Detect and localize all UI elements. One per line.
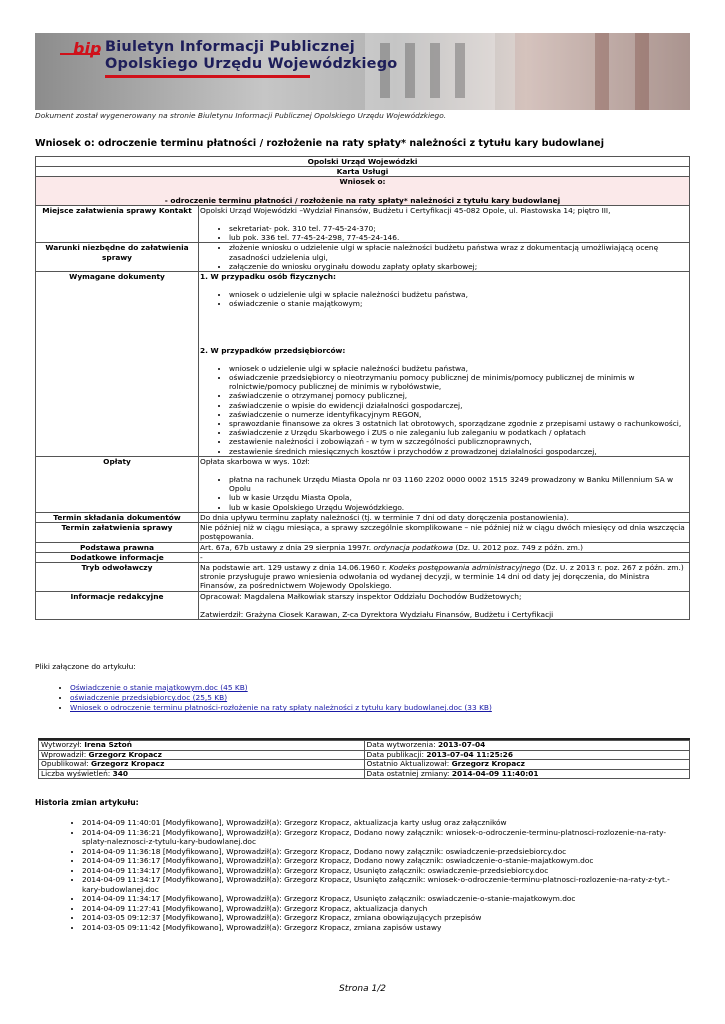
- additional-label: Dodatkowe informacje: [36, 552, 199, 562]
- appeal-text-rest: (Dz. U. z 2013 r. poz. 267 z późn. zm.) stronie przysługuje prawo wniesienia odwołania od wydanej decyzji, w terminie 14 dni od daty jej doręczenia, do Ministra Finansów, za pośrednictwem Wojewody Opolskiego.: [200, 562, 684, 591]
- deadline-handle-value: Nie później niż w ciągu miesiąca, a sprawy szczególnie skomplikowane – nie później niż w ciągu dwóch miesięcy od dnia wszczęcia postępowania.: [199, 523, 690, 542]
- bip-logo: bip: [73, 39, 102, 58]
- legal-basis-value: [199, 542, 690, 552]
- history-list: [82, 818, 687, 932]
- banner-title-line2: Opolskiego Urzędu Wojewódzkiego: [105, 56, 398, 72]
- banner-title-line1: Biuletyn Informacji Publicznej: [105, 39, 355, 55]
- history-item: • 2014-04-09 11:27:41 [Modyfikowano], Wprowadził(a): Grzegorz Kropacz, aktualizacja danych: [82, 904, 687, 914]
- list-item: • oświadczenie o stanie majątkowym;: [229, 299, 688, 308]
- meta-label: Wprowadził:: [41, 749, 89, 759]
- list-item: • lub pok. 336 tel. 77-45-24-298, 77-45-24-146.: [229, 233, 688, 242]
- list-item: • zaświadczenie z Urzędu Skarbowego i ZUS o nie zaleganiu lub zaleganiu w podatkach / opłatach: [229, 428, 688, 437]
- generated-note: Dokument został wygenerowany na stronie Biuletynu Informacji Publicznej Opolskiego Urzędu Wojewódzkiego.: [35, 111, 447, 120]
- place-text: Opolski Urząd Wojewódzki –Wydział Finansów, Budżetu i Certyfikacji 45-082 Opole, ul. Piastowska 14; piętro III,: [200, 205, 611, 215]
- meta-value: 2013-07-04: [437, 740, 486, 749]
- appeal-act: Kodeks postępowania administracyjnego: [389, 562, 541, 572]
- editorial-prepared: Opracował: Magdalena Małkowiak starszy inspektor Oddziału Dochodów Budżetowych;: [200, 591, 522, 601]
- editorial-approved: Zatwierdził: Grażyna Ciosek Karawan, Z-ca Dyrektora Wydziału Finansów, Budżetu i Certyfikacji: [200, 609, 554, 619]
- list-item: • wniosek o udzielenie ulgi w spłacie należności budżetu państwa,: [229, 290, 688, 299]
- attachment-link[interactable]: Wniosek o odroczenie terminu płatności-rozłożenie na raty spłaty należności z tytułu kary budowlanej.doc (33 KB): [70, 703, 492, 713]
- conditions-list: [200, 243, 688, 271]
- deadline-submit-value: Do dnia upływu terminu zapłaty należności (tj. w terminie 7 dni od daty doręczenia postanowienia).: [199, 512, 690, 522]
- list-item: • zaświadczenie o wpisie do ewidencji działalności gospodarczej,: [229, 401, 688, 410]
- fees-value: [199, 456, 690, 512]
- attachments-list: [70, 683, 492, 714]
- meta-value: 2013-07-04 11:25:26: [426, 749, 513, 759]
- card-office: Opolski Urząd Wojewódzki: [36, 157, 690, 167]
- list-item: • płatna na rachunek Urzędu Miasta Opola nr 03 1160 2202 0000 0002 1515 3249 prowadzony w Banku Millennium SA w Opolu: [229, 475, 688, 493]
- fees-text: Opłata skarbowa w wys. 10zł:: [200, 456, 310, 466]
- meta-views: [39, 769, 365, 779]
- header-banner: [35, 33, 690, 110]
- history-item: • 2014-04-09 11:36:21 [Modyfikowano], Wprowadził(a): Grzegorz Kropacz, Dodano nowy załącznik: wniosek-o-odroczenie-terminu-platnosci-rozlozenie-na-raty-splaty-naleznosci-z-tytulu-kary-budowlanej.doc: [82, 828, 687, 847]
- meta-last-change: [364, 769, 690, 779]
- card-request: [36, 177, 690, 205]
- meta-value: Grzegorz Kropacz: [88, 749, 162, 759]
- list-item: • sprawozdanie finansowe za okres 3 ostatnich lat obrotowych, sporządzane zgodnie z przepisami ustawy o rachunkowości,: [229, 419, 688, 428]
- meta-value: 2014-04-09 11:40:01: [451, 768, 539, 778]
- documents-value: [199, 272, 690, 457]
- meta-table: [38, 740, 690, 779]
- banner-underline: [105, 75, 310, 78]
- list-item: [70, 703, 492, 713]
- conditions-value: [199, 243, 690, 272]
- attachment-link[interactable]: Oświadczenie o stanie majątkowym.doc (45 KB): [70, 683, 248, 692]
- legal-basis-act: ordynacja podatkowa: [373, 542, 453, 552]
- history-item: • 2014-04-09 11:34:17 [Modyfikowano], Wprowadził(a): Grzegorz Kropacz, Usunięto załącznik: oswiadczenie-o-stanie-majatkowym.doc: [82, 894, 687, 904]
- list-item: • zaświadczenie o otrzymanej pomocy publicznej,: [229, 391, 688, 400]
- deadline-submit-label: Termin składania dokumentów: [36, 512, 199, 522]
- page-number: Strona 1/2: [338, 984, 386, 994]
- meta-label: Data ostatniej zmiany:: [366, 768, 452, 778]
- deadline-handle-label: Termin załatwienia sprawy: [36, 523, 199, 542]
- meta-value: Grzegorz Kropacz: [451, 759, 525, 769]
- meta-label: Opublikował:: [41, 759, 92, 769]
- attachments-intro: Pliki załączone do artykułu:: [35, 662, 136, 671]
- list-item: • sekretariat- pok. 310 tel. 77-45-24-370;: [229, 224, 688, 233]
- place-list: [200, 224, 688, 242]
- conditions-label: Warunki niezbędne do załatwienia sprawy: [36, 243, 199, 272]
- request-heading: Wniosek o:: [339, 177, 386, 187]
- meta-label: Data publikacji:: [366, 749, 427, 759]
- appeal-value: [199, 562, 690, 591]
- documents-label: Wymagane dokumenty: [36, 272, 199, 457]
- editorial-label: Informacje redakcyjne: [36, 591, 199, 619]
- list-item: • oświadczenie przedsiębiorcy o nieotrzymaniu pomocy publicznej de minimis/pomocy publicznej de minimis w rolnictwie/pomocy publicznej de minimis w rybołówstwie,: [229, 373, 688, 391]
- list-item: • lub w kasie Opolskiego Urzędu Wojewódzkiego.: [229, 503, 688, 512]
- meta-label: Ostatnio Aktualizował:: [366, 759, 452, 769]
- history-item: • 2014-04-09 11:34:17 [Modyfikowano], Wprowadził(a): Grzegorz Kropacz, Usunięto załącznik: oswiadczenie-przedsiebiorcy.doc: [82, 866, 687, 876]
- legal-basis-text: Art. 67a, 67b ustawy z dnia 29 sierpnia 1997r.: [200, 542, 374, 552]
- meta-value: 340: [112, 768, 129, 778]
- documents-section2: 2. W przypadków przedsiębiorców:: [200, 345, 346, 355]
- service-card-table: [35, 156, 690, 620]
- list-item: • zestawienie średnich miesięcznych kosztów i przychodów z prowadzonej działalności gospodarczej,: [229, 447, 688, 456]
- list-item: [70, 693, 492, 703]
- place-value: [199, 205, 690, 243]
- request-subject: - odroczenie terminu płatności / rozłożenie na raty spłaty* należności z tytułu kary budowlanej: [164, 195, 561, 205]
- list-item: • lub w kasie Urzędu Miasta Opola,: [229, 493, 688, 502]
- history-item: • 2014-04-09 11:40:01 [Modyfikowano], Wprowadził(a): Grzegorz Kropacz, aktualizacja karty usług oraz załączników: [82, 818, 687, 828]
- history-item: • 2014-04-09 11:36:17 [Modyfikowano], Wprowadził(a): Grzegorz Kropacz, Dodano nowy załącznik: oswiadczenie-o-stanie-majatkowym.doc: [82, 856, 687, 866]
- documents-list2: [200, 364, 688, 456]
- meta-label: Wytworzył:: [41, 740, 85, 749]
- documents-list1: [200, 290, 688, 308]
- history-item: • 2014-04-09 11:36:18 [Modyfikowano], Wprowadził(a): Grzegorz Kropacz, Dodano nowy załącznik: oswiadczenie-przedsiebiorcy.doc: [82, 847, 687, 857]
- list-item: • wniosek o udzielenie ulgi w spłacie należności budżetu państwa,: [229, 364, 688, 373]
- list-item: • załączenie do wniosku oryginału dowodu zapłaty opłaty skarbowej;: [229, 262, 688, 271]
- additional-value: -: [199, 552, 690, 562]
- fees-list: [200, 475, 688, 512]
- appeal-label: Tryb odwoławczy: [36, 562, 199, 591]
- meta-label: Liczba wyświetleń:: [41, 768, 113, 778]
- place-label: Miejsce załatwienia sprawy Kontakt: [36, 205, 199, 243]
- appeal-text: Na podstawie art. 129 ustawy z dnia 14.06.1960 r.: [200, 562, 390, 572]
- list-item: • złożenie wniosku o udzielenie ulgi w spłacie należności budżetu państwa wraz z dokumentacją umożliwiającą ocenę zasadności udzielenia ulgi,: [229, 243, 688, 261]
- list-item: [70, 683, 492, 693]
- history-item: • 2014-04-09 11:34:17 [Modyfikowano], Wprowadził(a): Grzegorz Kropacz, Usunięto załącznik: wniosek-o-odroczenie-terminu-platnosci-rozlozenie-na-raty-z-tyt.-kary-budowlanej.doc: [82, 875, 687, 894]
- attachment-link[interactable]: oświadczenie przedsiębiorcy.doc (25,5 KB): [70, 693, 228, 703]
- list-item: • zaświadczenie o numerze identyfikacyjnym REGON,: [229, 410, 688, 419]
- legal-basis-label: Podstawa prawna: [36, 542, 199, 552]
- history-item: • 2014-03-05 09:12:37 [Modyfikowano], Wprowadził(a): Grzegorz Kropacz, zmiana obowiązujących przepisów: [82, 913, 687, 923]
- meta-label: Data wytworzenia:: [366, 740, 438, 749]
- documents-section1: 1. W przypadku osób fizycznych:: [200, 272, 336, 282]
- history-title: Historia zmian artykułu:: [35, 798, 139, 807]
- fees-label: Opłaty: [36, 456, 199, 512]
- history-item: • 2014-03-05 09:11:42 [Modyfikowano], Wprowadził(a): Grzegorz Kropacz, zmiana zapisów ustawy: [82, 923, 687, 933]
- card-name: Karta Usługi: [36, 167, 690, 177]
- list-item: • zestawienie należności i zobowiązań - w tym w szczególności publicznoprawnych,: [229, 437, 688, 446]
- meta-value: Grzegorz Kropacz: [91, 759, 165, 769]
- legal-basis-ref: (Dz. U. 2012 poz. 749 z późn. zm.): [453, 542, 584, 552]
- meta-value: Irena Sztoń: [84, 740, 132, 749]
- editorial-value: [199, 591, 690, 619]
- page-title: Wniosek o: odroczenie terminu płatności / rozłożenie na raty spłaty* należności z tytułu kary budowlanej: [35, 138, 604, 149]
